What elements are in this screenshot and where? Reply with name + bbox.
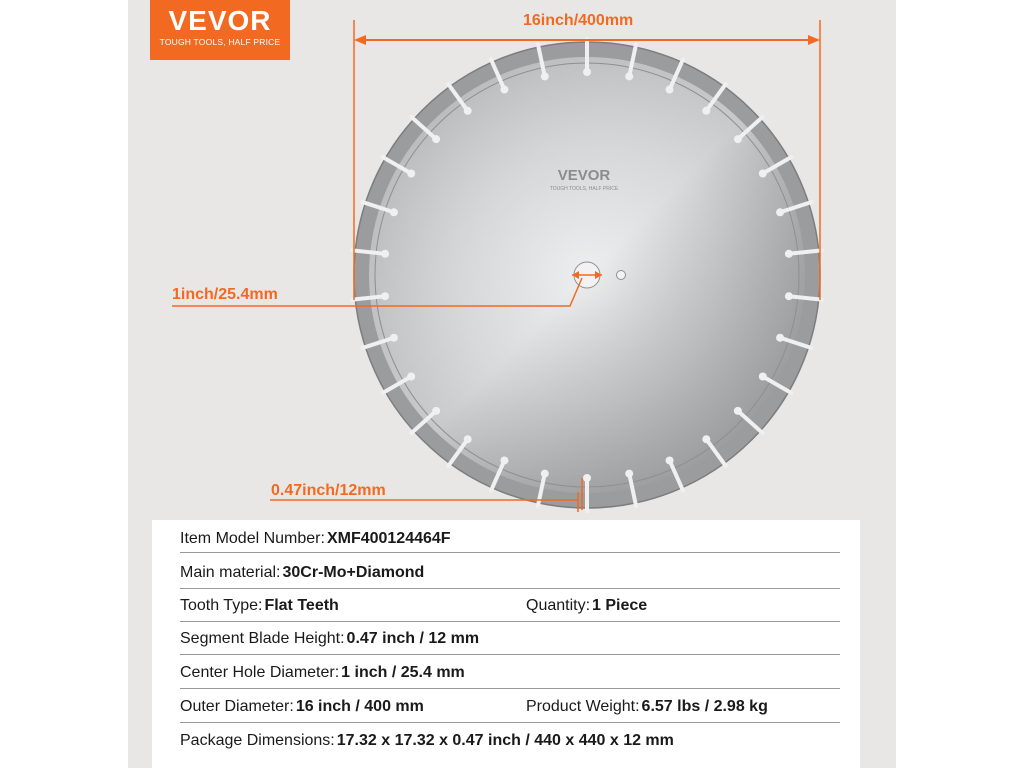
gullet-keyhole <box>500 456 508 464</box>
spec-value: 16 inch / 400 mm <box>295 698 424 715</box>
logo-tagline: TOUGH TOOLS, HALF PRICE <box>159 37 281 47</box>
segment-height-label: 0.47inch/12mm <box>271 482 386 499</box>
spec-row-package <box>180 724 840 756</box>
spec-label: Segment Blade Height: <box>180 630 345 647</box>
gullet-keyhole <box>785 250 793 258</box>
spec-label: Outer Diameter: <box>180 698 294 715</box>
spec-label: Main material: <box>180 564 281 581</box>
blade-print-brand: VEVOR <box>557 167 611 184</box>
blade-print-tagline: TOUGH TOOLS, HALF PRICE <box>549 186 619 192</box>
gullet-keyhole <box>500 86 508 94</box>
spec-row-tooth-quantity <box>180 589 840 622</box>
spec-value: Flat Teeth <box>264 597 339 614</box>
gullet-keyhole <box>407 170 415 178</box>
gullet-keyhole <box>464 107 472 115</box>
spec-row-hole <box>180 656 840 689</box>
gullet-keyhole <box>583 474 591 482</box>
gullet-keyhole <box>407 373 415 381</box>
spec-label: Item Model Number: <box>180 530 325 547</box>
gullet-keyhole <box>734 407 742 415</box>
gullet-keyhole <box>625 470 633 478</box>
spec-label: Center Hole Diameter: <box>180 664 340 681</box>
center-hole-label: 1inch/25.4mm <box>172 286 278 303</box>
gullet-keyhole <box>432 135 440 143</box>
gullet-keyhole <box>625 72 633 80</box>
spec-value: 1 inch / 25.4 mm <box>341 664 465 681</box>
gullet-keyhole <box>381 292 389 300</box>
spec-value: 17.32 x 17.32 x 0.47 inch / 440 x 440 x 12 mm <box>336 732 674 749</box>
gullet-keyhole <box>666 456 674 464</box>
spec-table <box>152 520 860 768</box>
spec-label: Product Weight: <box>526 698 640 715</box>
gullet-keyhole <box>734 135 742 143</box>
spec-label: Tooth Type: <box>180 597 263 614</box>
spec-value: 1 Piece <box>592 597 648 614</box>
spec-label: Quantity: <box>526 597 591 614</box>
gullet-keyhole <box>785 292 793 300</box>
logo-brand: VEVOR <box>168 5 272 36</box>
gullet-keyhole <box>666 86 674 94</box>
spec-row-outer-weight <box>180 690 840 723</box>
gullet-keyhole <box>759 373 767 381</box>
gullet-keyhole <box>390 334 398 342</box>
spec-value: 0.47 inch / 12 mm <box>346 630 480 647</box>
gullet-keyhole <box>541 72 549 80</box>
gullet-keyhole <box>702 435 710 443</box>
spec-value: 6.57 lbs / 2.98 kg <box>641 698 768 715</box>
spec-row-model <box>180 520 840 553</box>
gullet-keyhole <box>541 470 549 478</box>
pin-hole <box>617 271 626 280</box>
spec-value: XMF400124464F <box>326 530 451 547</box>
gullet-keyhole <box>776 208 784 216</box>
spec-row-material <box>180 556 840 589</box>
gullet-keyhole <box>583 68 591 76</box>
spec-value: 30Cr-Mo+Diamond <box>282 564 425 581</box>
gullet-keyhole <box>702 107 710 115</box>
spec-row-segment <box>180 622 840 655</box>
gullet-keyhole <box>390 208 398 216</box>
gullet-keyhole <box>759 170 767 178</box>
gullet-keyhole <box>464 435 472 443</box>
gullet-keyhole <box>432 407 440 415</box>
outer-diameter-label: 16inch/400mm <box>523 12 634 29</box>
spec-label: Package Dimensions: <box>180 732 335 749</box>
gullet-keyhole <box>381 250 389 258</box>
gullet-keyhole <box>776 334 784 342</box>
